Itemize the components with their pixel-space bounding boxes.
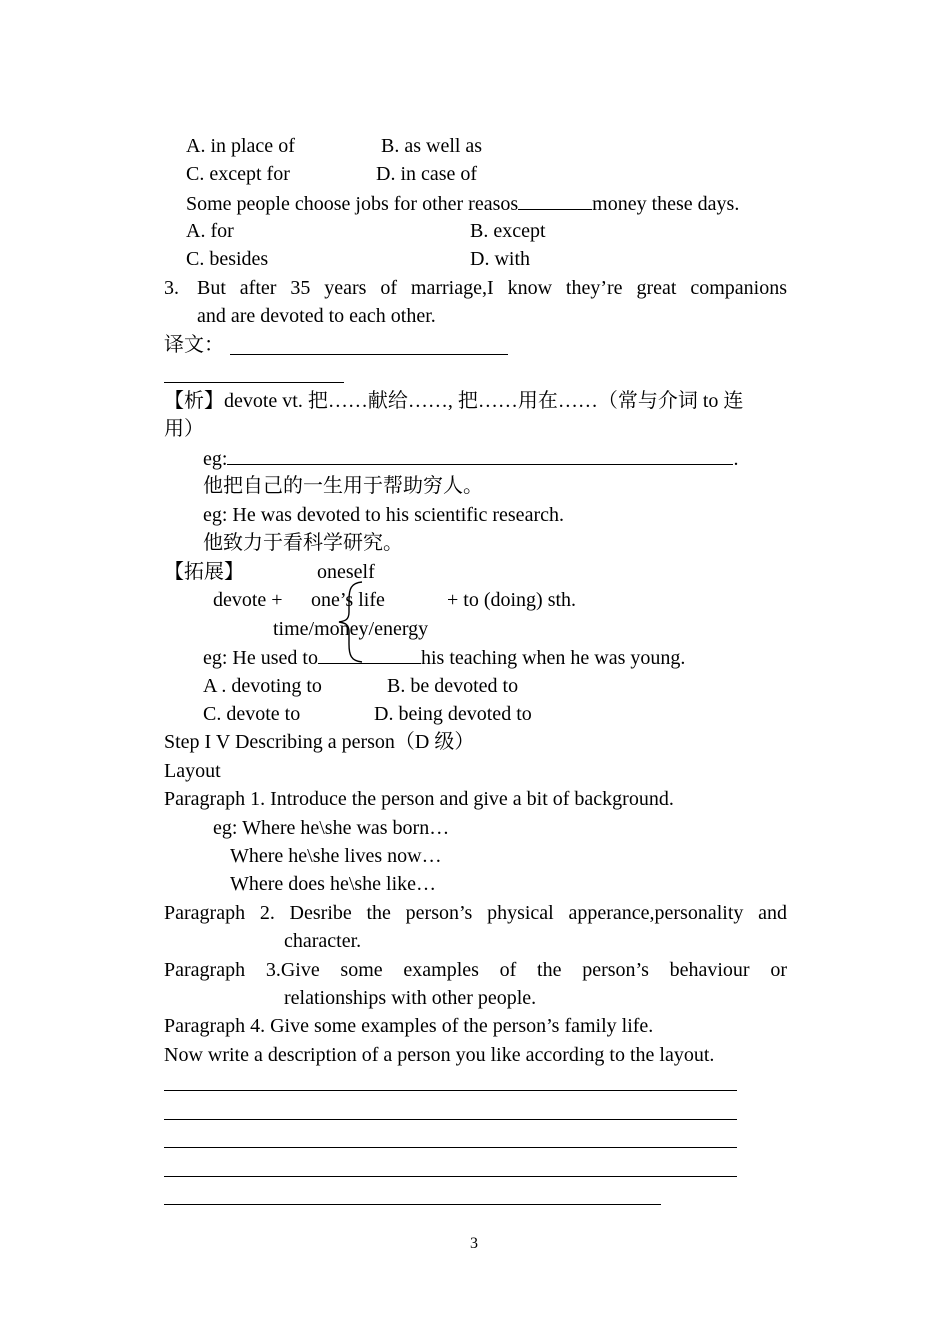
extension-option-ones-life: one’s life [311,589,385,611]
analysis-eg1 [203,446,738,471]
extension-option-d: D. being devoted to [374,703,532,725]
prev-option-d: D. in case of [376,163,478,185]
step-title: Step I V Describing a person（D 级） [164,731,475,753]
q3-translate-line-1[interactable] [230,354,508,355]
extension-option-a: A . devoting to [203,675,322,697]
analysis-label: 【析】 [164,390,224,412]
extension-option-time-money-energy: time/money/energy [273,618,429,640]
q3-translate-line-2[interactable] [164,382,344,383]
prev-option-c: C. except for [186,163,290,185]
analysis-eg1-end: . [733,448,739,470]
analysis-eg2: eg: He was devoted to his scientific research. [203,504,564,526]
q2-stem-pre: Some people choose jobs for other reasos [186,193,519,215]
paragraph-4: Paragraph 4. Give some examples of the person’s family life. [164,1015,654,1037]
prev-option-a: A. in place of [186,135,295,157]
q2-option-d: D. with [470,248,530,270]
q3-line2: and are devoted to each other. [197,305,436,327]
analysis-eg1-chinese: 他把自己的一生用于帮助穷人。 [203,475,483,497]
paragraph-1-eg-2: Where he\she lives now… [230,845,442,867]
extension-eg-blank[interactable] [318,645,421,664]
layout-heading: Layout [164,760,221,782]
analysis-text: devote vt. 把……献给……, 把……用在……（常与介词 to 连 [224,390,744,412]
prev-option-b: B. as well as [381,135,483,157]
q2-stem-post: money these days. [592,193,740,215]
paragraph-2-line2: character. [284,930,362,952]
analysis-eg2-chinese: 他致力于看科学研究。 [203,532,403,554]
extension-eg-pre: eg: He used to [203,647,318,669]
extension-label: 【拓展】 [164,561,244,583]
extension-option-oneself: oneself [317,561,375,583]
paragraph-1-eg-3: Where does he\she like… [230,873,437,895]
q3-translate-label: 译文： [164,334,224,356]
extension-eg [203,645,685,670]
paragraph-3-line2: relationships with other people. [284,987,537,1009]
extension-devote-plus: devote + [213,589,283,611]
paragraph-1-eg-1: eg: Where he\she was born… [213,817,450,839]
extension-option-b: B. be devoted to [387,675,519,697]
writing-line[interactable] [164,1147,737,1148]
writing-line[interactable] [164,1119,737,1120]
q2-blank[interactable] [518,191,592,210]
analysis-line2: 用） [164,418,204,440]
extension-eg-post: his teaching when he was young. [420,647,686,669]
writing-line[interactable] [164,1204,661,1205]
q2-option-a: A. for [186,220,234,242]
page-number: 3 [470,1235,478,1252]
paragraph-3-line1: Paragraph 3.Give some examples of the person’s behaviour or [164,959,787,981]
q3-line1: But after 35 years of marriage,I know they’re great companions [197,277,787,299]
q2-option-b: B. except [470,220,546,242]
writing-instruction: Now write a description of a person you like according to the layout. [164,1044,715,1066]
analysis-eg1-blank[interactable] [227,446,733,465]
q3-number: 3. [164,277,179,299]
q2-option-c: C. besides [186,248,269,270]
analysis-line1 [164,389,743,413]
paragraph-2-line1: Paragraph 2. Desribe the person’s physical apperance,personality and [164,902,787,924]
extension-to-sth: + to (doing) sth. [447,589,577,611]
writing-line[interactable] [164,1090,737,1091]
paragraph-1: Paragraph 1. Introduce the person and give a bit of background. [164,788,674,810]
extension-option-c: C. devote to [203,703,301,725]
analysis-eg1-label: eg: [203,448,228,470]
writing-line[interactable] [164,1176,737,1177]
q2-stem [186,191,739,216]
